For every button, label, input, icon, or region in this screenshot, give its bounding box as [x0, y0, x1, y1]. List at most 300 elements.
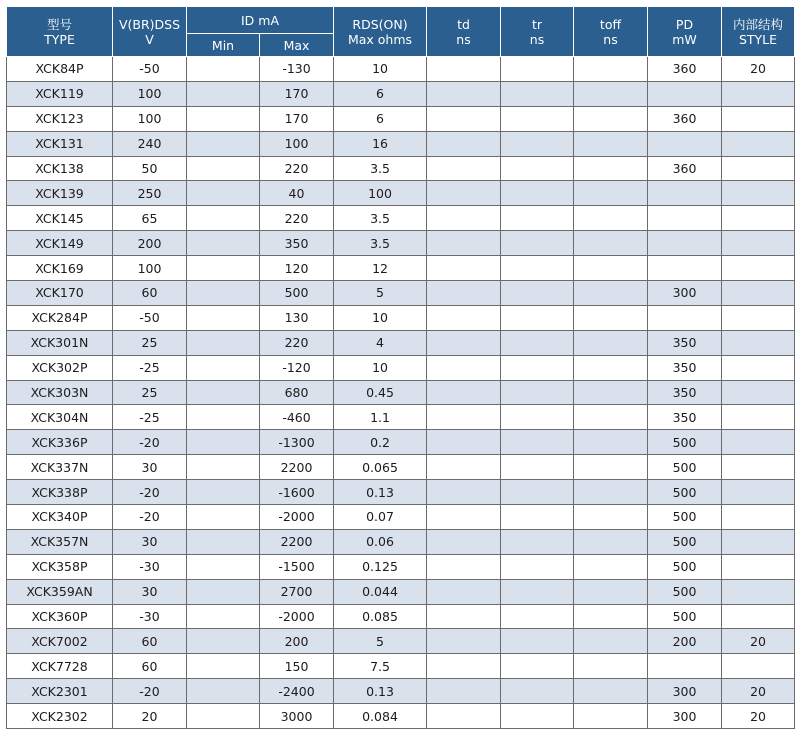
table-body: [7, 57, 795, 729]
cell-style: 20: [722, 704, 795, 729]
cell-td: [427, 131, 501, 156]
cell-tr: [501, 654, 574, 679]
cell-td: [427, 181, 501, 206]
cell-style: [722, 654, 795, 679]
cell-pd: 300: [648, 704, 722, 729]
cell-rds: 10: [334, 355, 427, 380]
cell-pd: 300: [648, 281, 722, 306]
cell-toff: [574, 106, 648, 131]
cell-td: [427, 529, 501, 554]
cell-style: [722, 604, 795, 629]
cell-toff: [574, 505, 648, 530]
cell-td: [427, 405, 501, 430]
cell-id-max: 130: [260, 305, 334, 330]
cell-style: 20: [722, 629, 795, 654]
table-row: [7, 480, 795, 505]
header-type: 型号 TYPE: [7, 7, 113, 57]
cell-rds: 0.13: [334, 480, 427, 505]
cell-id-min: [187, 430, 260, 455]
cell-id-min: [187, 704, 260, 729]
cell-tr: [501, 679, 574, 704]
cell-type: XCK301N: [7, 330, 113, 355]
cell-type: XCK302P: [7, 355, 113, 380]
cell-pd: 500: [648, 430, 722, 455]
cell-type: XCK304N: [7, 405, 113, 430]
table-row: [7, 355, 795, 380]
cell-pd: 500: [648, 455, 722, 480]
table-row: [7, 380, 795, 405]
cell-td: [427, 106, 501, 131]
cell-td: [427, 455, 501, 480]
table-row: [7, 131, 795, 156]
table-row: [7, 679, 795, 704]
cell-vbr: 20: [113, 704, 187, 729]
cell-id-min: [187, 330, 260, 355]
cell-rds: 0.085: [334, 604, 427, 629]
cell-toff: [574, 181, 648, 206]
cell-td: [427, 305, 501, 330]
cell-id-min: [187, 206, 260, 231]
cell-rds: 5: [334, 281, 427, 306]
cell-style: [722, 505, 795, 530]
cell-rds: 3.5: [334, 156, 427, 181]
cell-id-max: -1600: [260, 480, 334, 505]
cell-type: XCK303N: [7, 380, 113, 405]
cell-id-min: [187, 305, 260, 330]
cell-tr: [501, 131, 574, 156]
cell-pd: 360: [648, 156, 722, 181]
cell-id-min: [187, 380, 260, 405]
cell-tr: [501, 181, 574, 206]
cell-id-max: 3000: [260, 704, 334, 729]
cell-td: [427, 156, 501, 181]
cell-pd: 350: [648, 380, 722, 405]
cell-vbr: -25: [113, 355, 187, 380]
cell-tr: [501, 57, 574, 82]
header-toff: toff ns: [574, 7, 648, 57]
cell-style: [722, 455, 795, 480]
cell-vbr: -30: [113, 604, 187, 629]
cell-id-min: [187, 579, 260, 604]
cell-rds: 3.5: [334, 206, 427, 231]
cell-type: XCK7002: [7, 629, 113, 654]
cell-tr: [501, 629, 574, 654]
cell-vbr: 200: [113, 231, 187, 256]
cell-vbr: 50: [113, 156, 187, 181]
cell-toff: [574, 529, 648, 554]
cell-id-min: [187, 529, 260, 554]
cell-type: XCK337N: [7, 455, 113, 480]
cell-toff: [574, 380, 648, 405]
cell-td: [427, 231, 501, 256]
table-row: [7, 81, 795, 106]
cell-style: [722, 156, 795, 181]
header-id-max: Max: [260, 34, 334, 57]
cell-style: [722, 480, 795, 505]
table-row: [7, 206, 795, 231]
cell-tr: [501, 480, 574, 505]
header-id: ID mA: [187, 7, 334, 34]
cell-style: [722, 106, 795, 131]
cell-id-min: [187, 480, 260, 505]
cell-id-min: [187, 455, 260, 480]
header-rds: RDS(ON) Max ohms: [334, 7, 427, 57]
cell-toff: [574, 654, 648, 679]
cell-toff: [574, 430, 648, 455]
cell-id-max: 2700: [260, 579, 334, 604]
cell-vbr: 30: [113, 579, 187, 604]
table-row: [7, 505, 795, 530]
cell-type: XCK123: [7, 106, 113, 131]
cell-id-min: [187, 355, 260, 380]
cell-td: [427, 604, 501, 629]
cell-type: XCK359AN: [7, 579, 113, 604]
cell-type: XCK138: [7, 156, 113, 181]
cell-rds: 5: [334, 629, 427, 654]
table-row: [7, 106, 795, 131]
cell-rds: 7.5: [334, 654, 427, 679]
cell-td: [427, 206, 501, 231]
table-row: [7, 305, 795, 330]
cell-type: XCK2302: [7, 704, 113, 729]
cell-vbr: -50: [113, 305, 187, 330]
cell-type: XCK338P: [7, 480, 113, 505]
cell-pd: 500: [648, 554, 722, 579]
table-row: [7, 330, 795, 355]
header-td: td ns: [427, 7, 501, 57]
cell-vbr: 30: [113, 529, 187, 554]
cell-id-min: [187, 106, 260, 131]
cell-rds: 0.084: [334, 704, 427, 729]
cell-toff: [574, 81, 648, 106]
cell-vbr: -20: [113, 679, 187, 704]
cell-tr: [501, 529, 574, 554]
cell-vbr: 100: [113, 256, 187, 281]
cell-pd: 350: [648, 330, 722, 355]
cell-tr: [501, 281, 574, 306]
cell-style: [722, 131, 795, 156]
cell-style: [722, 430, 795, 455]
cell-type: XCK170: [7, 281, 113, 306]
cell-id-min: [187, 156, 260, 181]
cell-vbr: 250: [113, 181, 187, 206]
table-row: [7, 604, 795, 629]
cell-style: [722, 330, 795, 355]
cell-rds: 12: [334, 256, 427, 281]
table-row: [7, 654, 795, 679]
cell-tr: [501, 380, 574, 405]
cell-type: XCK149: [7, 231, 113, 256]
cell-vbr: -30: [113, 554, 187, 579]
cell-td: [427, 57, 501, 82]
cell-id-min: [187, 81, 260, 106]
cell-id-min: [187, 654, 260, 679]
cell-pd: [648, 305, 722, 330]
cell-td: [427, 380, 501, 405]
cell-vbr: 65: [113, 206, 187, 231]
cell-type: XCK7728: [7, 654, 113, 679]
cell-tr: [501, 554, 574, 579]
cell-rds: 6: [334, 106, 427, 131]
cell-tr: [501, 405, 574, 430]
cell-vbr: -20: [113, 505, 187, 530]
cell-tr: [501, 305, 574, 330]
cell-vbr: -25: [113, 405, 187, 430]
cell-id-max: -130: [260, 57, 334, 82]
cell-toff: [574, 156, 648, 181]
cell-type: XCK131: [7, 131, 113, 156]
cell-td: [427, 430, 501, 455]
cell-tr: [501, 156, 574, 181]
cell-type: XCK84P: [7, 57, 113, 82]
cell-id-max: 220: [260, 156, 334, 181]
cell-rds: 0.125: [334, 554, 427, 579]
cell-tr: [501, 430, 574, 455]
cell-type: XCK336P: [7, 430, 113, 455]
header-tr: tr ns: [501, 7, 574, 57]
cell-tr: [501, 704, 574, 729]
cell-style: [722, 305, 795, 330]
cell-tr: [501, 231, 574, 256]
cell-style: [722, 231, 795, 256]
header-pd: PD mW: [648, 7, 722, 57]
cell-rds: 0.45: [334, 380, 427, 405]
cell-rds: 1.1: [334, 405, 427, 430]
cell-rds: 0.07: [334, 505, 427, 530]
cell-td: [427, 480, 501, 505]
cell-pd: 350: [648, 355, 722, 380]
cell-rds: 100: [334, 181, 427, 206]
cell-id-max: 2200: [260, 455, 334, 480]
cell-toff: [574, 330, 648, 355]
cell-rds: 0.06: [334, 529, 427, 554]
cell-id-min: [187, 604, 260, 629]
cell-td: [427, 704, 501, 729]
cell-rds: 10: [334, 57, 427, 82]
table-row: [7, 181, 795, 206]
cell-vbr: -20: [113, 430, 187, 455]
cell-toff: [574, 231, 648, 256]
cell-id-max: 500: [260, 281, 334, 306]
header-style: 内部结构 STYLE: [722, 7, 795, 57]
cell-id-max: 170: [260, 106, 334, 131]
cell-vbr: -50: [113, 57, 187, 82]
cell-td: [427, 256, 501, 281]
cell-pd: [648, 181, 722, 206]
cell-id-max: 200: [260, 629, 334, 654]
cell-id-max: -1500: [260, 554, 334, 579]
table-row: [7, 455, 795, 480]
cell-toff: [574, 554, 648, 579]
cell-rds: 4: [334, 330, 427, 355]
cell-td: [427, 554, 501, 579]
cell-type: XCK340P: [7, 505, 113, 530]
cell-id-max: -2000: [260, 505, 334, 530]
cell-style: [722, 281, 795, 306]
cell-toff: [574, 256, 648, 281]
cell-rds: 0.044: [334, 579, 427, 604]
cell-style: [722, 579, 795, 604]
cell-vbr: 100: [113, 106, 187, 131]
table-row: [7, 629, 795, 654]
cell-type: XCK145: [7, 206, 113, 231]
table-row: [7, 430, 795, 455]
cell-td: [427, 330, 501, 355]
cell-type: XCK284P: [7, 305, 113, 330]
cell-tr: [501, 355, 574, 380]
cell-toff: [574, 355, 648, 380]
table-row: [7, 554, 795, 579]
cell-pd: 500: [648, 579, 722, 604]
cell-id-max: -460: [260, 405, 334, 430]
cell-id-max: 120: [260, 256, 334, 281]
cell-rds: 0.2: [334, 430, 427, 455]
cell-tr: [501, 604, 574, 629]
cell-rds: 0.065: [334, 455, 427, 480]
cell-id-min: [187, 679, 260, 704]
cell-pd: [648, 206, 722, 231]
cell-id-max: 680: [260, 380, 334, 405]
cell-toff: [574, 480, 648, 505]
cell-id-min: [187, 629, 260, 654]
cell-td: [427, 355, 501, 380]
header-id-min: Min: [187, 34, 260, 57]
cell-id-max: 40: [260, 181, 334, 206]
cell-pd: 200: [648, 629, 722, 654]
cell-style: [722, 355, 795, 380]
cell-style: [722, 206, 795, 231]
table-row: [7, 231, 795, 256]
cell-tr: [501, 579, 574, 604]
cell-id-min: [187, 256, 260, 281]
cell-pd: 500: [648, 480, 722, 505]
cell-vbr: 60: [113, 654, 187, 679]
cell-pd: 360: [648, 106, 722, 131]
cell-style: [722, 181, 795, 206]
cell-id-max: -2400: [260, 679, 334, 704]
cell-vbr: 100: [113, 81, 187, 106]
spec-table: [6, 6, 795, 729]
cell-td: [427, 281, 501, 306]
table-row: [7, 156, 795, 181]
cell-id-max: -120: [260, 355, 334, 380]
cell-id-min: [187, 57, 260, 82]
cell-type: XCK169: [7, 256, 113, 281]
cell-vbr: 60: [113, 281, 187, 306]
table-header: [7, 7, 795, 57]
table-row: [7, 405, 795, 430]
cell-tr: [501, 106, 574, 131]
cell-id-min: [187, 181, 260, 206]
cell-toff: [574, 455, 648, 480]
cell-tr: [501, 206, 574, 231]
cell-style: 20: [722, 679, 795, 704]
cell-td: [427, 505, 501, 530]
cell-style: [722, 405, 795, 430]
cell-pd: [648, 81, 722, 106]
cell-tr: [501, 505, 574, 530]
cell-rds: 0.13: [334, 679, 427, 704]
cell-type: XCK139: [7, 181, 113, 206]
cell-pd: [648, 231, 722, 256]
cell-id-max: 150: [260, 654, 334, 679]
cell-td: [427, 81, 501, 106]
cell-style: 20: [722, 57, 795, 82]
cell-id-max: -2000: [260, 604, 334, 629]
cell-style: [722, 380, 795, 405]
cell-tr: [501, 256, 574, 281]
cell-vbr: 25: [113, 330, 187, 355]
cell-pd: 360: [648, 57, 722, 82]
cell-type: XCK119: [7, 81, 113, 106]
cell-rds: 3.5: [334, 231, 427, 256]
table-row: [7, 281, 795, 306]
cell-id-max: 170: [260, 81, 334, 106]
table-row: [7, 529, 795, 554]
cell-pd: 300: [648, 679, 722, 704]
cell-id-min: [187, 405, 260, 430]
cell-style: [722, 81, 795, 106]
cell-pd: 500: [648, 604, 722, 629]
cell-toff: [574, 579, 648, 604]
cell-type: XCK360P: [7, 604, 113, 629]
cell-rds: 10: [334, 305, 427, 330]
cell-toff: [574, 704, 648, 729]
table-row: [7, 704, 795, 729]
cell-td: [427, 579, 501, 604]
cell-pd: 500: [648, 529, 722, 554]
cell-toff: [574, 405, 648, 430]
cell-id-max: 2200: [260, 529, 334, 554]
cell-toff: [574, 604, 648, 629]
cell-id-min: [187, 554, 260, 579]
cell-pd: [648, 256, 722, 281]
table-row: [7, 57, 795, 82]
cell-toff: [574, 281, 648, 306]
header-vbr: V(BR)DSS V: [113, 7, 187, 57]
cell-vbr: 240: [113, 131, 187, 156]
cell-rds: 16: [334, 131, 427, 156]
table-row: [7, 256, 795, 281]
cell-id-max: -1300: [260, 430, 334, 455]
cell-vbr: 60: [113, 629, 187, 654]
cell-rds: 6: [334, 81, 427, 106]
cell-id-min: [187, 231, 260, 256]
cell-type: XCK2301: [7, 679, 113, 704]
cell-toff: [574, 131, 648, 156]
cell-type: XCK358P: [7, 554, 113, 579]
cell-pd: [648, 654, 722, 679]
cell-pd: 500: [648, 505, 722, 530]
cell-pd: 350: [648, 405, 722, 430]
cell-td: [427, 629, 501, 654]
cell-id-min: [187, 281, 260, 306]
cell-pd: [648, 131, 722, 156]
cell-id-max: 220: [260, 330, 334, 355]
cell-tr: [501, 330, 574, 355]
cell-td: [427, 654, 501, 679]
cell-type: XCK357N: [7, 529, 113, 554]
cell-style: [722, 554, 795, 579]
cell-id-max: 220: [260, 206, 334, 231]
cell-vbr: 30: [113, 455, 187, 480]
cell-tr: [501, 455, 574, 480]
cell-id-min: [187, 505, 260, 530]
cell-vbr: -20: [113, 480, 187, 505]
cell-toff: [574, 57, 648, 82]
cell-style: [722, 529, 795, 554]
cell-toff: [574, 629, 648, 654]
